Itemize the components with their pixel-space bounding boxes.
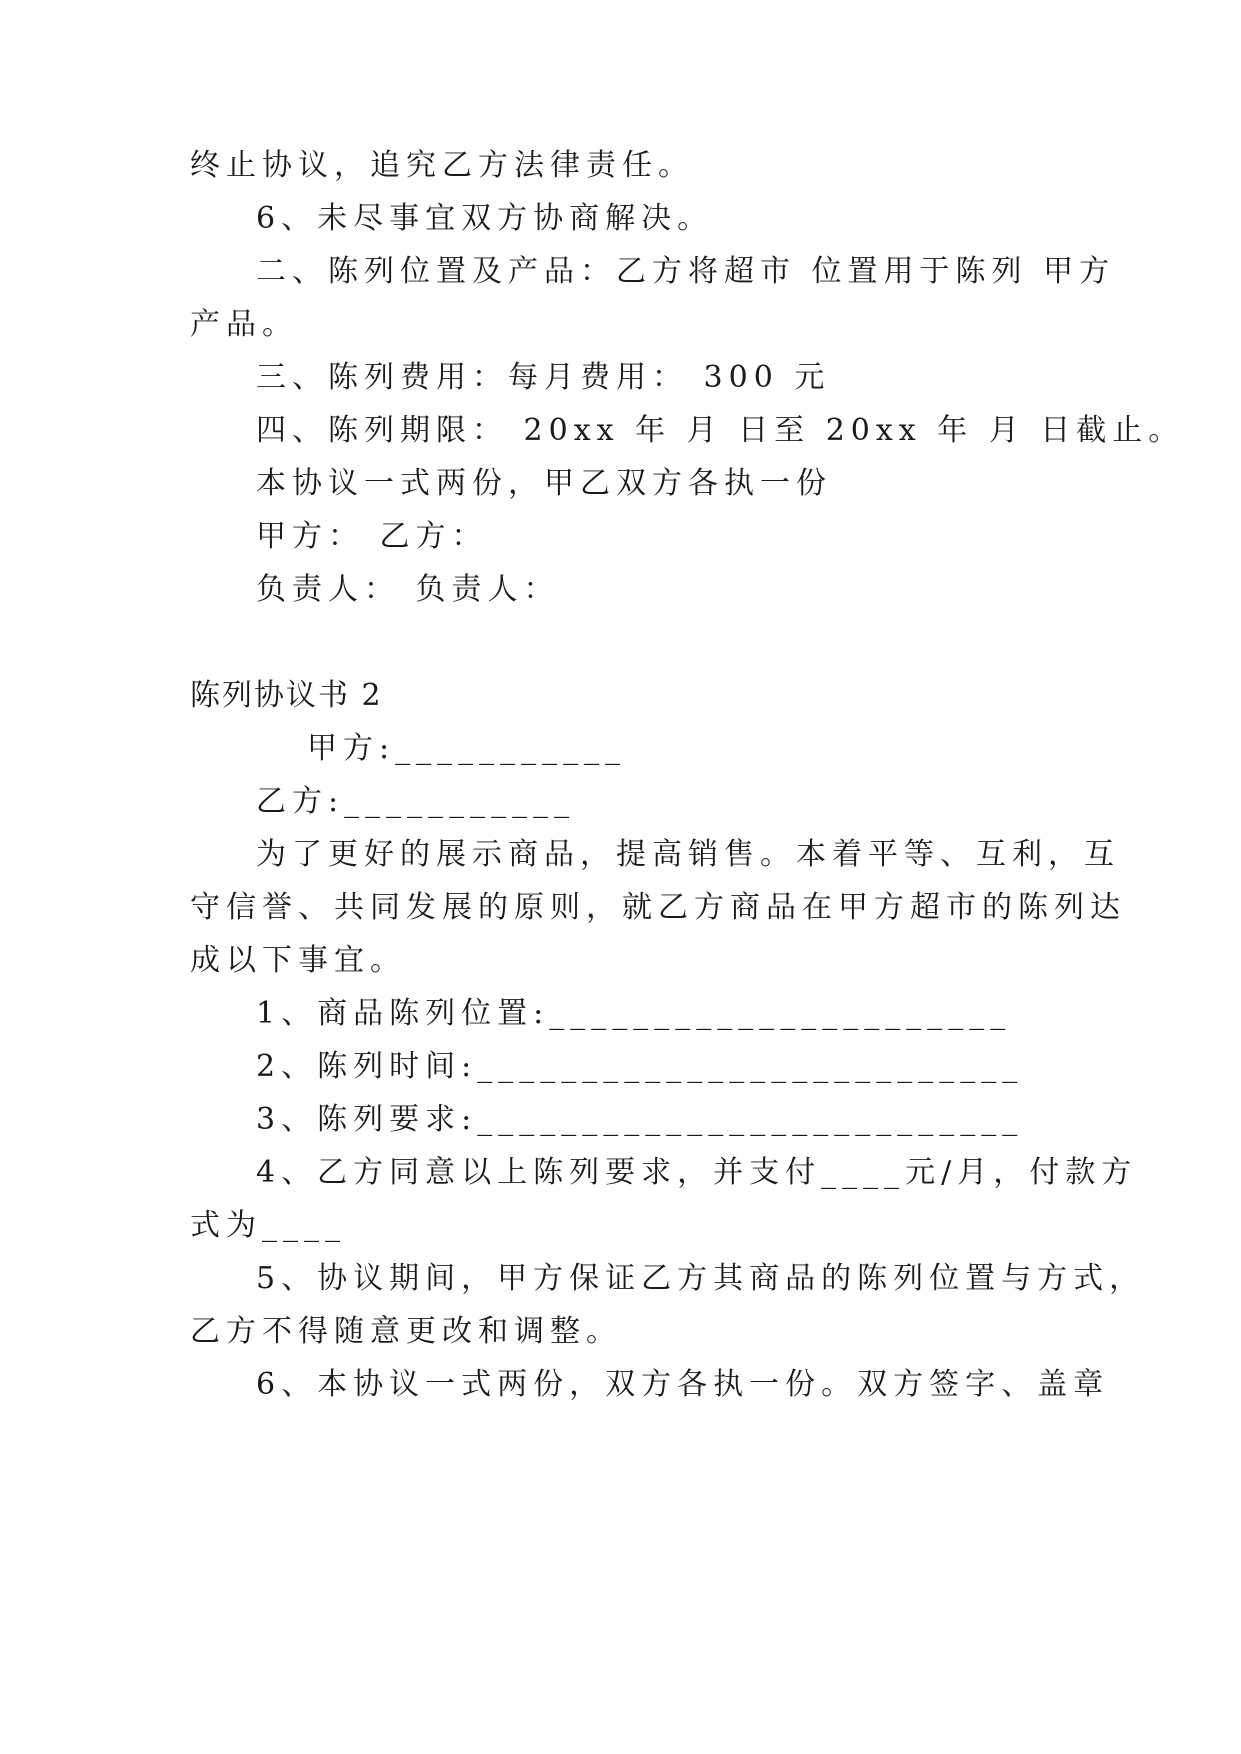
clause-line: 3、陈列要求:__________________________ xyxy=(256,1102,1024,1137)
clause-line: 乙方不得随意更改和调整。 xyxy=(190,1314,622,1349)
paragraph-line: 守信誉、共同发展的原则，就乙方商品在甲方超市的陈列达 xyxy=(190,890,1126,925)
signature-party-line: 甲方： 乙方： xyxy=(256,519,488,554)
paragraph-line: 四、陈列期限： 20xx 年 月 日至 20xx 年 月 日截止。 xyxy=(256,413,1185,448)
document-title: 陈列协议书 2 xyxy=(190,678,383,713)
paragraph-line: 成以下事宜。 xyxy=(190,943,406,978)
party-a-line: 甲方:___________ xyxy=(307,731,627,766)
paragraph-line: 本协议一式两份，甲乙双方各执一份 xyxy=(256,466,832,501)
clause-line: 式为____ xyxy=(190,1208,346,1243)
paragraph-line: 为了更好的展示商品，提高销售。本着平等、互利，互 xyxy=(256,837,1120,872)
clause-line: 5、协议期间，甲方保证乙方其商品的陈列位置与方式， xyxy=(256,1261,1146,1296)
paragraph-line: 产品。 xyxy=(190,307,298,342)
clause-line: 4、乙方同意以上陈列要求，并支付____元/月，付款方 xyxy=(256,1155,1138,1190)
paragraph-line: 6、未尽事宜双方协商解决。 xyxy=(256,201,714,236)
clause-line: 1、商品陈列位置:______________________ xyxy=(256,996,1012,1031)
paragraph-line: 二、陈列位置及产品：乙方将超市 位置用于陈列 甲方 xyxy=(256,254,1116,289)
paragraph-line: 终止协议，追究乙方法律责任。 xyxy=(190,148,694,183)
clause-line: 2、陈列时间:__________________________ xyxy=(256,1049,1024,1084)
paragraph-line: 三、陈列费用：每月费用： 300 元 xyxy=(256,360,831,395)
clause-line: 6、本协议一式两份，双方各执一份。双方签字、盖章 xyxy=(256,1367,1110,1402)
party-b-line: 乙方:___________ xyxy=(256,784,576,819)
signature-manager-line: 负责人： 负责人： xyxy=(256,572,560,607)
